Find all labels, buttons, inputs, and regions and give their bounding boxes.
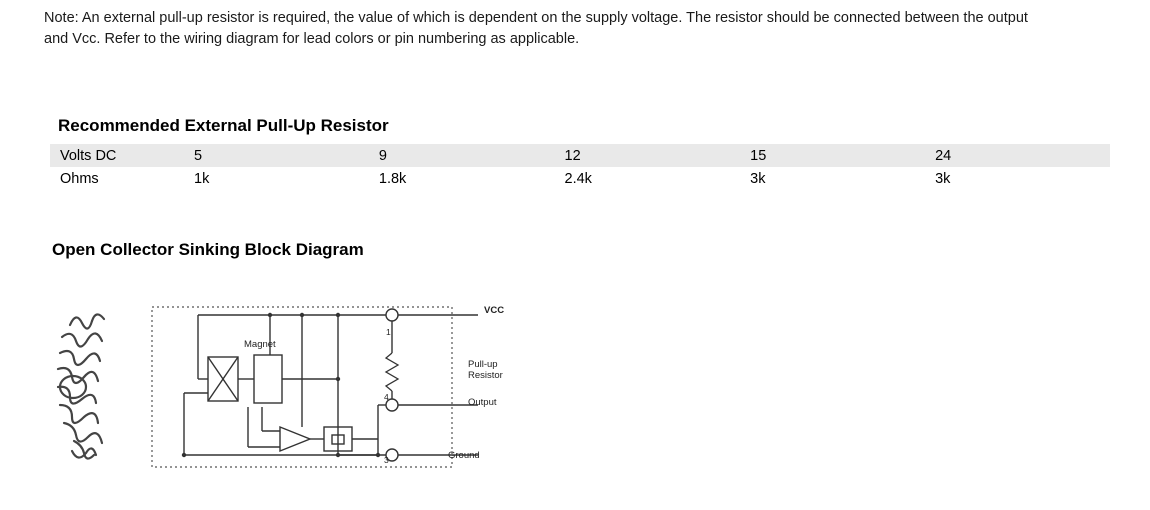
ground-label: Ground (448, 450, 480, 461)
block-diagram-heading: Open Collector Sinking Block Diagram (52, 240, 364, 259)
vcc-label: VCC (484, 305, 505, 316)
cell-value: 9 (369, 144, 555, 167)
table-row (50, 144, 1110, 167)
pin-1-label: 1 (386, 327, 391, 337)
magnet-label: Magnet (244, 339, 276, 350)
row-label: Volts DC (50, 144, 184, 167)
pin-3-label: 3 (384, 455, 389, 465)
output-label: Output (468, 397, 497, 408)
cell-value: 12 (555, 144, 741, 167)
pin-4-label: 4 (384, 392, 389, 402)
cell-value: 1k (194, 170, 210, 187)
cell-value: 1.8k (378, 170, 407, 187)
cell-value: 3k (750, 170, 766, 187)
cell-value: 2.4k (564, 170, 592, 187)
pullup-label-line1: Pull-up (468, 359, 498, 370)
row-label: Ohms (60, 170, 99, 187)
table-row (50, 167, 1110, 190)
cell-value: 24 (925, 144, 1110, 167)
terminal-pin-1 (386, 309, 398, 321)
pullup-resistor-symbol (386, 353, 398, 391)
cell-value: 3k (935, 170, 951, 187)
gear-wheel-icon (58, 314, 104, 458)
note-paragraph: Note: An external pull-up resistor is required, the value of which is dependent on the supply voltage. The resistor should be connected between the output and Vcc. Refer to the wiring diagram for lead colors or pin numbering as applicable. (44, 10, 1028, 48)
pullup-label-line2: Resistor (468, 370, 503, 381)
cell-value: 15 (740, 144, 925, 167)
pullup-resistor-table (50, 144, 1110, 190)
pullup-resistor-heading: Recommended External Pull-Up Resistor (58, 116, 389, 135)
cell-value: 5 (184, 144, 369, 167)
block-diagram-figure (48, 295, 528, 500)
